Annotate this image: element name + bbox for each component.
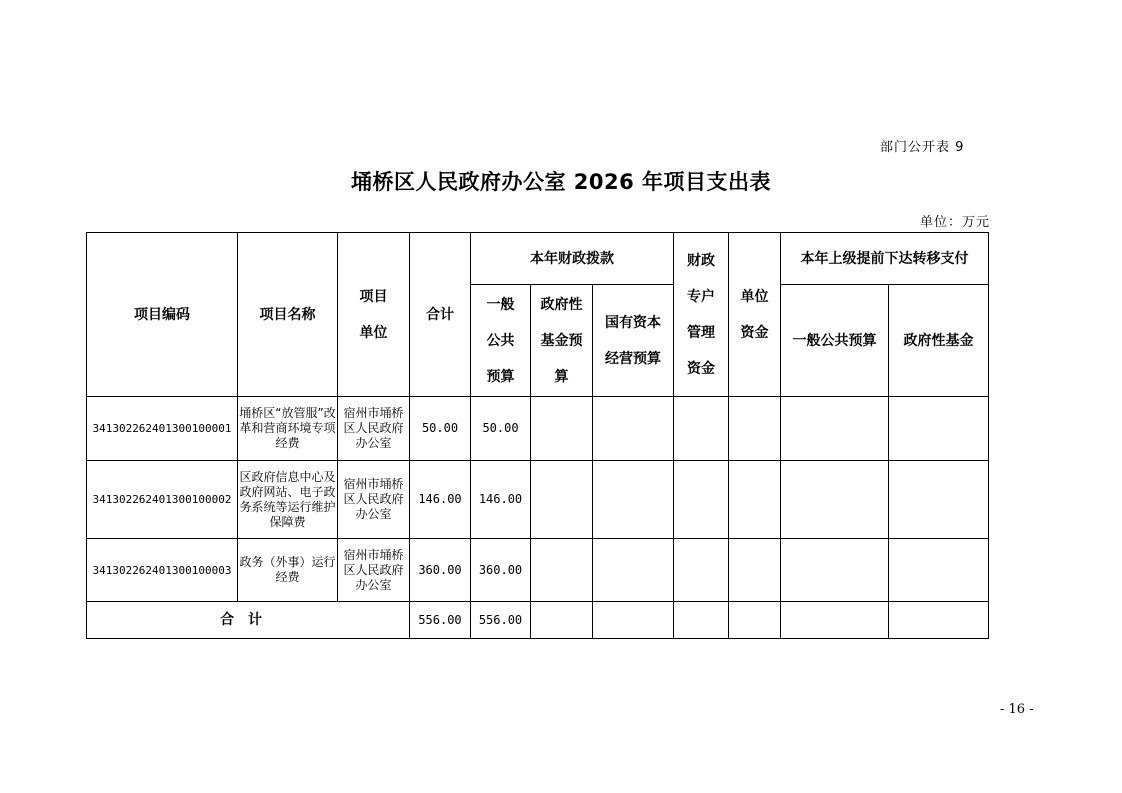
summary-gov-fund: [531, 602, 593, 639]
cell-special-funds: [674, 397, 729, 461]
table-row: [87, 397, 989, 461]
unit-label: 单位：万元: [920, 215, 991, 230]
cell-transfer-gov-fund: [889, 539, 989, 602]
summary-unit-funds: [729, 602, 781, 639]
cell-state-capital: [593, 397, 674, 461]
cell-unit-funds: [729, 397, 781, 461]
cell-transfer-gov-fund: [889, 461, 989, 539]
cell-general-public: 360.00: [471, 539, 531, 602]
header-state-capital-budget: 国有资本经营预算: [593, 285, 674, 397]
cell-state-capital: [593, 539, 674, 602]
cell-unit: 宿州市埇桥区人民政府办公室: [338, 461, 410, 539]
summary-special-funds: [674, 602, 729, 639]
cell-name: 政务（外事）运行经费: [238, 539, 338, 602]
cell-name: 埇桥区“放管服”改革和营商环境专项经费: [238, 397, 338, 461]
header-fiscal-special-funds: 财政专户管理资金: [674, 233, 729, 397]
cell-state-capital: [593, 461, 674, 539]
header-fiscal-group: 本年财政拨款: [471, 233, 674, 285]
summary-transfer-gov-fund: [889, 602, 989, 639]
cell-gov-fund: [531, 539, 593, 602]
header-transfer-gov-fund: 政府性基金: [889, 285, 989, 397]
cell-code: 341302262401300100003: [87, 539, 238, 602]
header-project-name: 项目名称: [238, 233, 338, 397]
header-unit-funds: 单位资金: [729, 233, 781, 397]
cell-total: 360.00: [410, 539, 471, 602]
cell-unit-funds: [729, 539, 781, 602]
cell-general-public: 146.00: [471, 461, 531, 539]
cell-unit: 宿州市埇桥区人民政府办公室: [338, 539, 410, 602]
header-total: 合计: [410, 233, 471, 397]
cell-unit: 宿州市埇桥区人民政府办公室: [338, 397, 410, 461]
table-row: [87, 539, 989, 602]
header-project-unit: 项目单位: [338, 233, 410, 397]
summary-row: [87, 602, 989, 639]
cell-general-public: 50.00: [471, 397, 531, 461]
cell-transfer-general: [781, 539, 889, 602]
project-expenditure-table: [86, 232, 989, 639]
cell-gov-fund: [531, 461, 593, 539]
cell-transfer-general: [781, 397, 889, 461]
cell-special-funds: [674, 539, 729, 602]
summary-general-public: 556.00: [471, 602, 531, 639]
cell-name: 区政府信息中心及政府网站、电子政务系统等运行维护保障费: [238, 461, 338, 539]
page-title: 埇桥区人民政府办公室 2026 年项目支出表: [350, 170, 772, 194]
cell-unit-funds: [729, 461, 781, 539]
page-number: - 16 -: [1000, 702, 1034, 717]
header-general-public-budget: 一般公共预算: [471, 285, 531, 397]
header-project-code: 项目编码: [87, 233, 238, 397]
header-transfer-group: 本年上级提前下达转移支付: [781, 233, 989, 285]
summary-transfer-general: [781, 602, 889, 639]
summary-total: 556.00: [410, 602, 471, 639]
table-row: [87, 461, 989, 539]
header-transfer-general: 一般公共预算: [781, 285, 889, 397]
cell-code: 341302262401300100002: [87, 461, 238, 539]
summary-state-capital: [593, 602, 674, 639]
cell-total: 50.00: [410, 397, 471, 461]
header-gov-fund-budget: 政府性基金预算: [531, 285, 593, 397]
cell-code: 341302262401300100001: [87, 397, 238, 461]
summary-label: 合计: [87, 602, 410, 639]
form-number: 部门公开表 9: [880, 140, 965, 155]
cell-transfer-general: [781, 461, 889, 539]
cell-special-funds: [674, 461, 729, 539]
cell-total: 146.00: [410, 461, 471, 539]
cell-transfer-gov-fund: [889, 397, 989, 461]
cell-gov-fund: [531, 397, 593, 461]
